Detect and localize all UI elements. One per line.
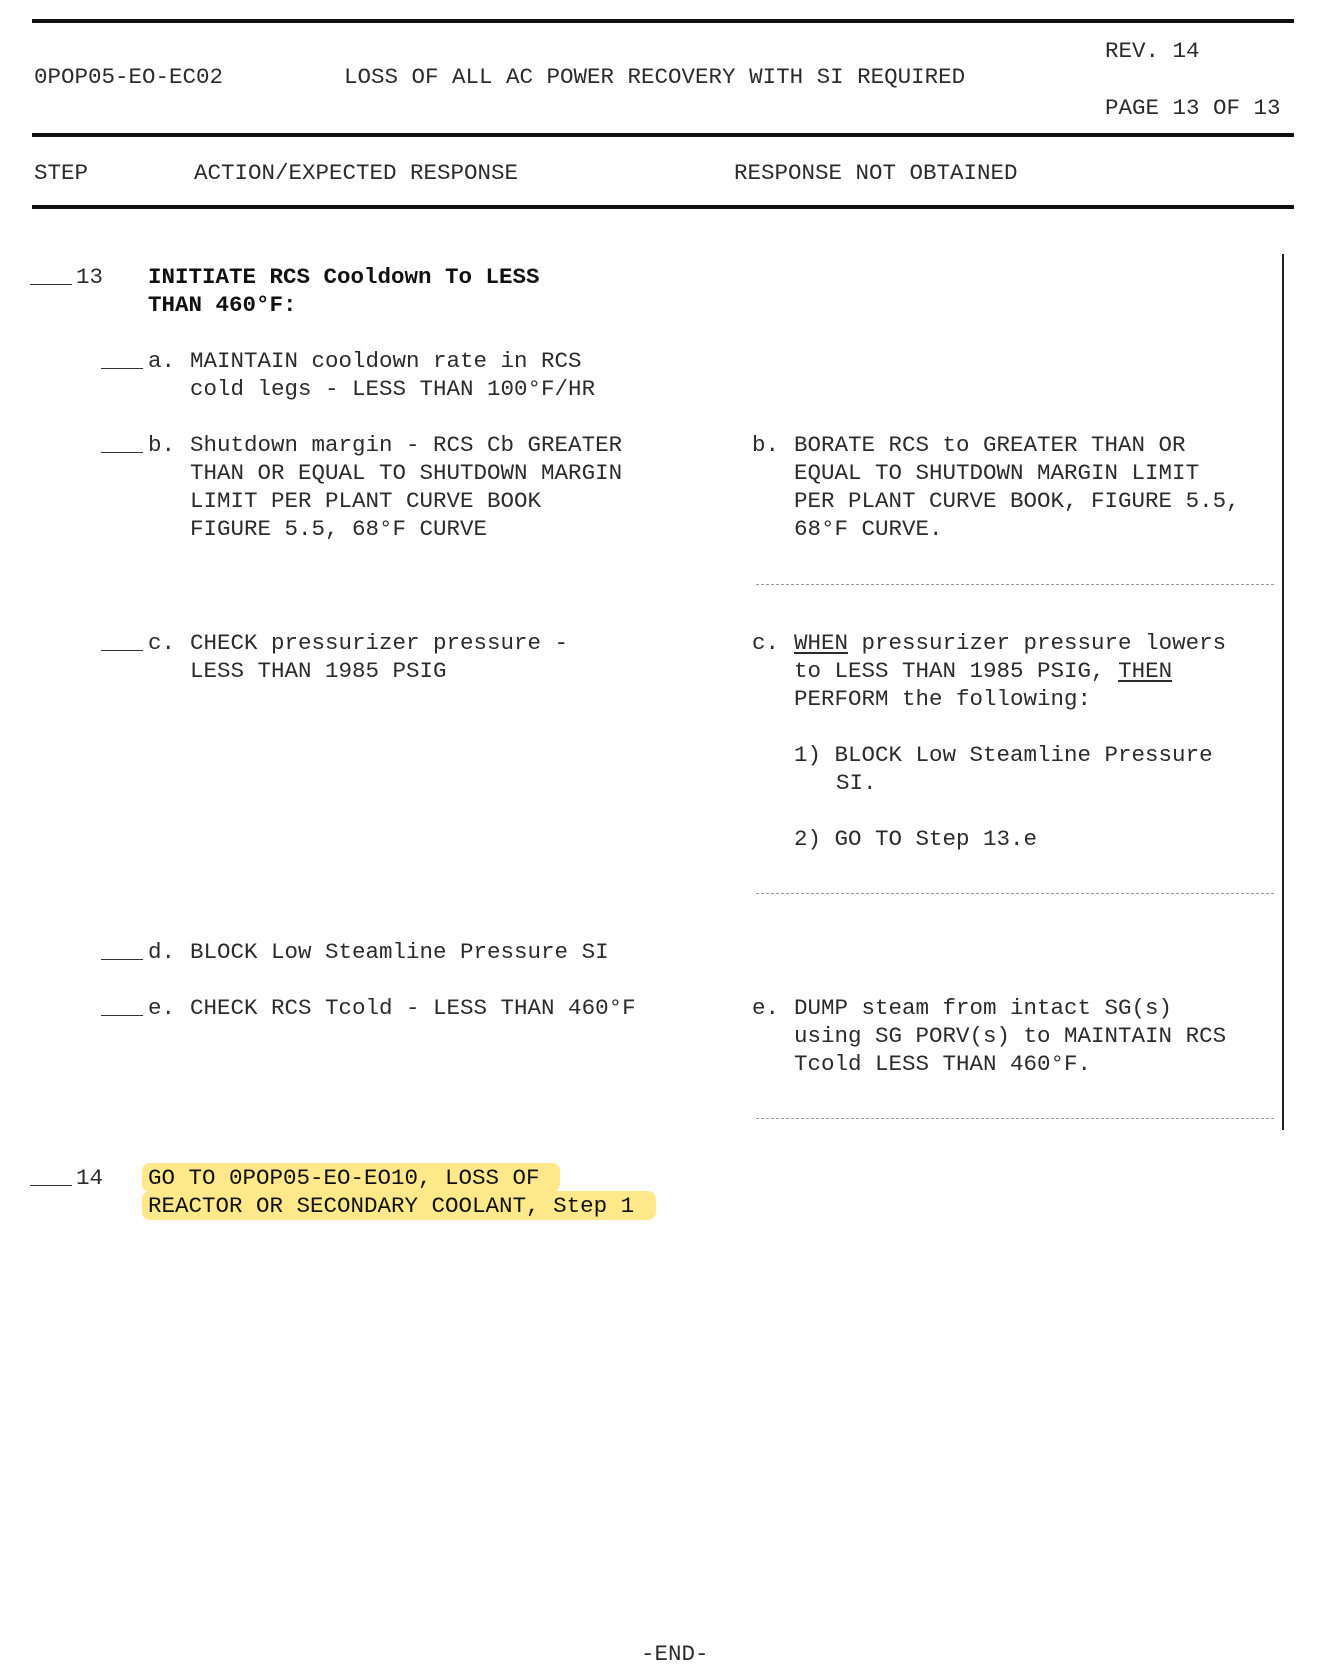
step-14-line2: REACTOR OR SECONDARY COOLANT, Step 1 (148, 1193, 635, 1219)
step-14-number: 14 (76, 1165, 104, 1191)
step-13e-rno-line3: Tcold LESS THAN 460°F. (794, 1051, 1092, 1077)
step-13c-checkoff-blank (101, 650, 143, 651)
header-top-rule (32, 19, 1294, 23)
change-bar (1282, 254, 1284, 1130)
step-13e-checkoff-blank (101, 1015, 143, 1016)
document-id: 0POP05-EO-EC02 (34, 64, 224, 90)
step-13c-rno-sub1-line2: SI. (836, 770, 877, 796)
document-title: LOSS OF ALL AC POWER RECOVERY WITH SI REQUIRED (344, 64, 966, 90)
rno-separator-b (756, 584, 1274, 585)
step-13c-line1: CHECK pressurizer pressure - (190, 630, 569, 656)
page-number: PAGE 13 OF 13 (1105, 95, 1281, 121)
rno-separator-c (756, 893, 1274, 894)
step-13b-rno-letter: b. (752, 432, 780, 458)
step-13e-rno-line1: DUMP steam from intact SG(s) (794, 995, 1173, 1021)
step-13b-rno-line4: 68°F CURVE. (794, 516, 943, 542)
step-13e-rno-line2: using SG PORV(s) to MAINTAIN RCS (794, 1023, 1227, 1049)
step-13c-rno-letter: c. (752, 630, 780, 656)
revision-number: REV. 14 (1105, 38, 1200, 64)
step-13-title-line1: INITIATE RCS Cooldown To LESS (148, 264, 540, 290)
step-13a-checkoff-blank (101, 368, 143, 369)
step-13a-line1: MAINTAIN cooldown rate in RCS (190, 348, 582, 374)
step-13c-rno-line1-rest: pressurizer pressure lowers (848, 630, 1227, 656)
end-marker: -END- (641, 1641, 709, 1667)
step-13-number: 13 (76, 264, 104, 290)
step-13c-rno-line2 (794, 657, 1172, 685)
step-13d-letter: d. (148, 939, 176, 965)
when-keyword: WHEN (794, 630, 849, 656)
step-13b-line4: FIGURE 5.5, 68°F CURVE (190, 516, 488, 542)
step-13b-rno-line3: PER PLANT CURVE BOOK, FIGURE 5.5, (794, 488, 1240, 514)
column-heading-action: ACTION/EXPECTED RESPONSE (194, 160, 519, 186)
step-13c-line2: LESS THAN 1985 PSIG (190, 658, 447, 684)
column-heading-rno: RESPONSE NOT OBTAINED (734, 160, 1018, 186)
step-13d-checkoff-blank (101, 959, 143, 960)
step-13e-rno-letter: e. (752, 995, 780, 1021)
step-13-checkoff-blank (30, 284, 72, 285)
step-13b-letter: b. (148, 432, 176, 458)
step-13b-line1: Shutdown margin - RCS Cb GREATER (190, 432, 623, 458)
step-13a-line2: cold legs - LESS THAN 100°F/HR (190, 376, 596, 402)
column-heading-step: STEP (34, 160, 89, 186)
column-heading-rule (32, 205, 1294, 209)
step-13e-line1: CHECK RCS Tcold - LESS THAN 460°F (190, 995, 636, 1021)
step-13c-rno-sub1-line1: 1) BLOCK Low Steamline Pressure (794, 742, 1213, 768)
step-13-title-line2: THAN 460°F: (148, 292, 297, 318)
step-13b-line2: THAN OR EQUAL TO SHUTDOWN MARGIN (190, 460, 623, 486)
step-13d-line1: BLOCK Low Steamline Pressure SI (190, 939, 609, 965)
step-13b-rno-line2: EQUAL TO SHUTDOWN MARGIN LIMIT (794, 460, 1200, 486)
step-13c-rno-line2-pre: to LESS THAN 1985 PSIG, (794, 658, 1119, 684)
step-13b-checkoff-blank (101, 452, 143, 453)
step-14-line1: GO TO 0POP05-EO-EO10, LOSS OF (148, 1165, 540, 1191)
step-13c-letter: c. (148, 630, 176, 656)
header-bottom-rule (32, 133, 1294, 137)
step-13b-line3: LIMIT PER PLANT CURVE BOOK (190, 488, 542, 514)
step-13e-letter: e. (148, 995, 176, 1021)
step-13a-letter: a. (148, 348, 176, 374)
step-13b-rno-line1: BORATE RCS to GREATER THAN OR (794, 432, 1186, 458)
step-13c-rno-sub2: 2) GO TO Step 13.e (794, 826, 1038, 852)
then-keyword: THEN (1118, 658, 1173, 684)
rno-separator-e (756, 1118, 1274, 1119)
step-13c-rno-line1 (794, 629, 1226, 657)
step-14-checkoff-blank (30, 1185, 72, 1186)
step-13c-rno-line3: PERFORM the following: (794, 686, 1092, 712)
